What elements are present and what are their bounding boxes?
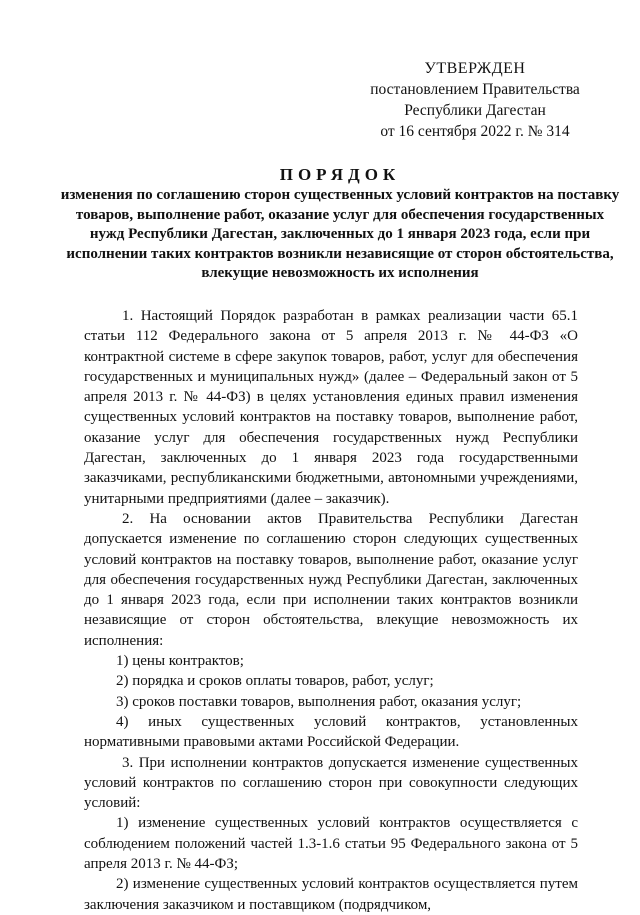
paragraph-3: 3. При исполнении контрактов допускается изменение существенных условий контрактов по соглашению сторон при совокупности следующих условий:: [84, 754, 578, 812]
list-item: 1) изменение существенных условий контрактов осуществляется с соблюдением положений частей 1.3-1.6 статьи 95 Федерального закона от 5 апреля 2013 г. № 44-ФЗ;: [84, 815, 578, 873]
paragraph-2: 2. На основании актов Правительства Республики Дагестан допускается изменение по соглашению сторон следующих существенных условий контрактов на поставку товаров, выполнение работ, оказание услуг для обеспечения государственных нужд Республики Дагестан, заключенных до 1 января 2023 года, если при исполнении таких контрактов возникли независящие от сторон обстоятельства, влекущие невозможность их исполнения:: [84, 510, 578, 649]
list-item: 2) порядка и сроков оплаты товаров, работ, услуг;: [116, 673, 434, 690]
approval-line: от 16 сентября 2022 г. № 314: [380, 123, 570, 140]
list-item: 1) цены контрактов;: [116, 653, 244, 670]
list-item: 2) изменение существенных условий контрактов осуществляется путем заключения заказчиком и поставщиком (подрядчиком,: [84, 876, 578, 913]
document-title: ПОРЯДОК: [279, 165, 401, 184]
paragraph-1: 1. Настоящий Порядок разработан в рамках реализации части 65.1 статьи 112 Федерального закона от 5 апреля 2013 г. № 44-ФЗ «О контрактной системе в сфере закупок товаров, работ, услуг для обеспечения государственных и муниципальных нужд» (далее – Федеральный закон от 5 апреля 2013 г. № 44-ФЗ) в целях установления единых правил изменения существенных условий контрактов на поставку товаров, выполнение работ, оказание услуг для обеспечения государственных нужд Республики Дагестан, заключенных до 1 января 2023 года государственными заказчиками, республиканскими бюджетными, автономными учреждениями, унитарными предприятиями (далее – заказчик).: [84, 308, 578, 507]
approval-title: УТВЕРЖДЕН: [424, 60, 526, 77]
document-body: [84, 306, 578, 915]
approval-stamp: [355, 58, 595, 142]
list-item: 3) сроков поставки товаров, выполнения работ, оказания услуг;: [116, 693, 522, 710]
document-heading: [60, 164, 620, 284]
document-subtitle: изменения по соглашению сторон существенных условий контрактов на поставку товаров, выполнение работ, оказание услуг для обеспечения государственных нужд Республики Дагестан, заключенных до 1 января 2023 года, если при исполнении таких контрактов возникли независящие от сторон обстоятельства, влекущие невозможность их исполнения: [60, 187, 620, 281]
approval-line: постановлением Правительства: [370, 81, 580, 98]
list-item: 4) иных существенных условий контрактов, установленных нормативными правовыми актами Российской Федерации.: [84, 713, 578, 751]
approval-line: Республики Дагестан: [404, 102, 546, 119]
